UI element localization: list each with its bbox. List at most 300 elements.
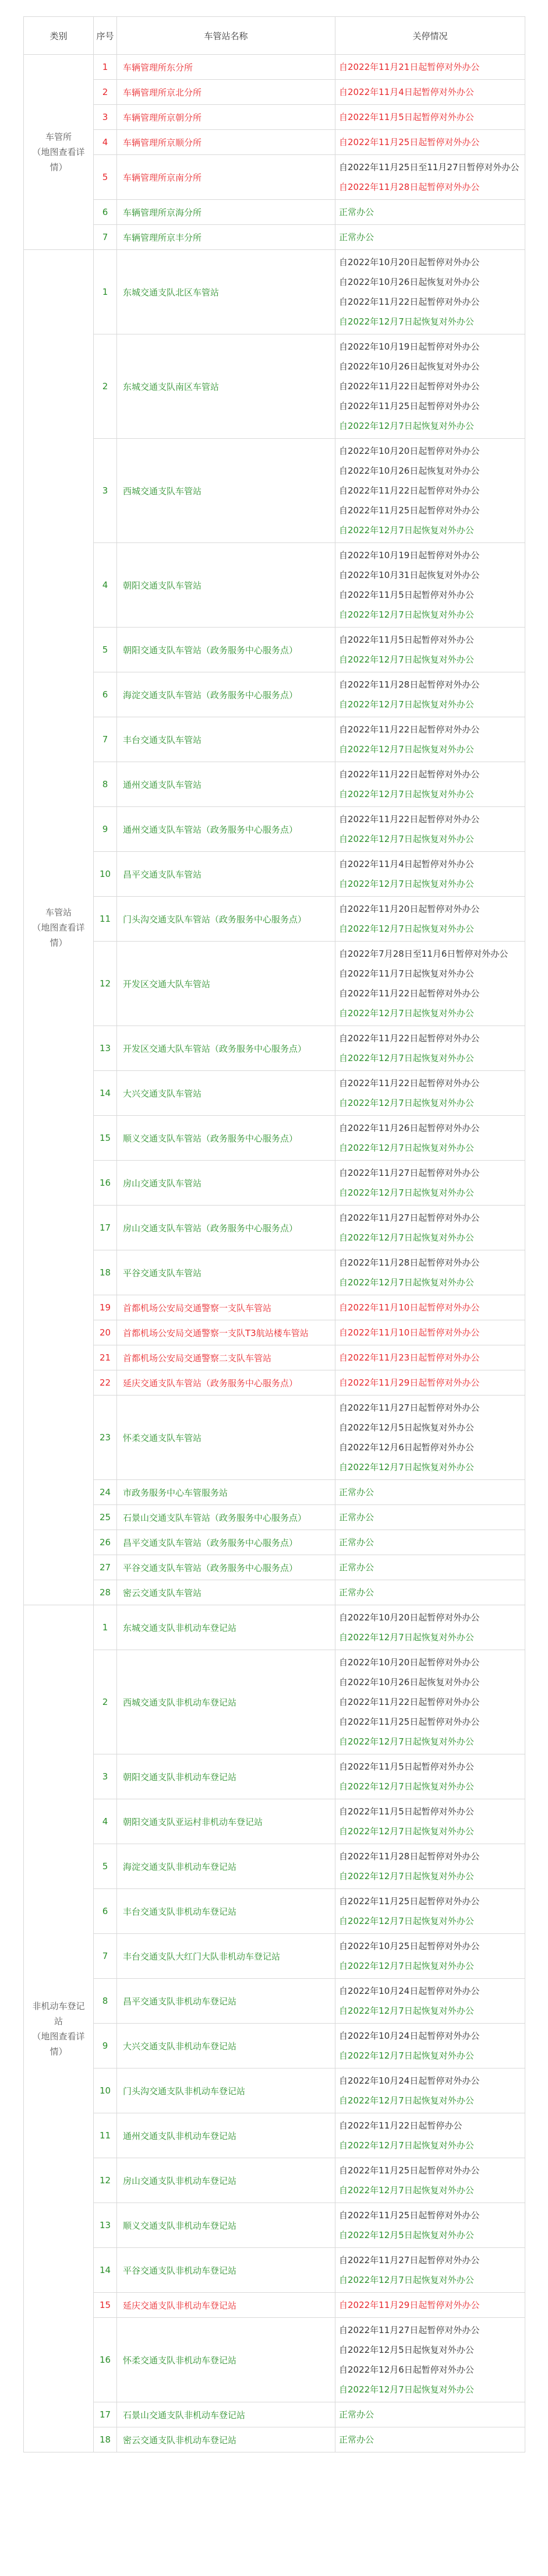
row-number: 18 xyxy=(94,1250,117,1295)
table-row xyxy=(24,439,525,543)
row-number: 13 xyxy=(94,2203,117,2248)
table-row xyxy=(24,1320,525,1345)
status-line: 自2022年12月7日起恢复对外办公 xyxy=(339,2185,474,2196)
table-row xyxy=(24,2248,525,2293)
table-row xyxy=(24,543,525,628)
station-name[interactable]: 石景山交通支队车管站（政务服务中心服务点） xyxy=(117,1505,335,1530)
status-line: 自2022年12月7日起恢复对外办公 xyxy=(339,316,474,327)
closure-status-cell xyxy=(335,1754,525,1799)
status-line: 自2022年11月22日起暂停对外办公 xyxy=(339,1033,480,1044)
row-number: 3 xyxy=(94,439,117,543)
row-number: 3 xyxy=(94,1754,117,1799)
closure-status-cell xyxy=(335,1250,525,1295)
status-line: 正常办公 xyxy=(339,207,374,217)
status-line: 正常办公 xyxy=(339,1587,374,1598)
station-name[interactable]: 怀柔交通支队非机动车登记站 xyxy=(117,2318,335,2402)
station-name[interactable]: 昌平交通支队车管站 xyxy=(117,852,335,897)
station-name[interactable]: 房山交通支队车管站（政务服务中心服务点） xyxy=(117,1206,335,1250)
closure-status-cell xyxy=(335,543,525,628)
status-line: 自2022年11月22日起暂停对外办公 xyxy=(339,814,480,824)
row-number: 11 xyxy=(94,2113,117,2158)
row-number: 24 xyxy=(94,1480,117,1505)
row-number: 20 xyxy=(94,1320,117,1345)
closure-status-cell xyxy=(335,2293,525,2318)
station-name[interactable]: 朝阳交通支队车管站 xyxy=(117,543,335,628)
station-name[interactable]: 平谷交通支队非机动车登记站 xyxy=(117,2248,335,2293)
station-name[interactable]: 车辆管理所东分所 xyxy=(117,55,335,80)
closure-status-cell xyxy=(335,1844,525,1889)
closure-status-cell xyxy=(335,672,525,717)
status-line: 自2022年12月7日起恢复对外办公 xyxy=(339,654,474,665)
table-row xyxy=(24,1650,525,1754)
table-row xyxy=(24,80,525,105)
station-name[interactable]: 东城交通支队南区车管站 xyxy=(117,334,335,439)
status-line: 自2022年11月22日起暂停对外办公 xyxy=(339,297,480,307)
category-cell xyxy=(24,55,94,250)
closure-status-cell xyxy=(335,1979,525,2024)
table-row xyxy=(24,897,525,942)
station-name[interactable]: 海淀交通支队非机动车登记站 xyxy=(117,1844,335,1889)
status-line: 自2022年12月7日起恢复对外办公 xyxy=(339,1462,474,1472)
station-name[interactable]: 通州交通支队车管站（政务服务中心服务点） xyxy=(117,807,335,852)
status-line: 自2022年11月5日起暂停对外办公 xyxy=(339,1761,474,1772)
row-number: 28 xyxy=(94,1580,117,1605)
closure-status-cell xyxy=(335,1555,525,1580)
status-line: 自2022年11月5日起暂停对外办公 xyxy=(339,590,474,600)
table-row xyxy=(24,105,525,130)
station-name[interactable]: 延庆交通支队非机动车登记站 xyxy=(117,2293,335,2318)
status-line: 自2022年11月22日起暂停对外办公 xyxy=(339,724,480,735)
closure-status-cell xyxy=(335,2402,525,2427)
row-number: 3 xyxy=(94,105,117,130)
closure-status-cell xyxy=(335,2318,525,2402)
station-name[interactable]: 石景山交通支队非机动车登记站 xyxy=(117,2402,335,2427)
status-line: 自2022年11月25日至11月27日暂停对外办公 xyxy=(339,162,519,172)
station-name[interactable]: 房山交通支队非机动车登记站 xyxy=(117,2158,335,2203)
table-row xyxy=(24,2068,525,2113)
station-name[interactable]: 通州交通支队非机动车登记站 xyxy=(117,2113,335,2158)
status-line: 自2022年12月7日起恢复对外办公 xyxy=(339,2275,474,2285)
station-name[interactable]: 顺义交通支队非机动车登记站 xyxy=(117,2203,335,2248)
status-line: 自2022年12月7日起恢复对外办公 xyxy=(339,421,474,431)
status-line: 自2022年11月27日起暂停对外办公 xyxy=(339,2255,480,2265)
station-name[interactable]: 朝阳交通支队亚运村非机动车登记站 xyxy=(117,1799,335,1844)
table-row xyxy=(24,334,525,439)
station-name[interactable]: 怀柔交通支队车管站 xyxy=(117,1396,335,1480)
closure-status-cell xyxy=(335,105,525,130)
map-detail-note[interactable]: （地图查看详情） xyxy=(32,922,85,948)
status-line: 自2022年12月7日起恢复对外办公 xyxy=(339,1961,474,1971)
status-line: 自2022年12月7日起恢复对外办公 xyxy=(339,834,474,844)
closure-status-cell xyxy=(335,1605,525,1650)
table-row xyxy=(24,628,525,672)
closure-status-cell xyxy=(335,1370,525,1396)
row-number: 22 xyxy=(94,1370,117,1396)
station-name[interactable]: 开发区交通大队车管站 xyxy=(117,942,335,1026)
closure-status-cell xyxy=(335,897,525,942)
closure-status-cell xyxy=(335,1026,525,1071)
table-row xyxy=(24,942,525,1026)
station-name[interactable]: 东城交通支队北区车管站 xyxy=(117,250,335,334)
status-line: 自2022年10月19日起暂停对外办公 xyxy=(339,341,480,352)
station-name[interactable]: 海淀交通支队车管站（政务服务中心服务点） xyxy=(117,672,335,717)
status-line: 自2022年11月28日起暂停对外办公 xyxy=(339,1257,480,1268)
status-line: 自2022年10月19日起暂停对外办公 xyxy=(339,550,480,561)
closure-status-cell xyxy=(335,2113,525,2158)
table-row xyxy=(24,1026,525,1071)
status-line: 自2022年10月24日起暂停对外办公 xyxy=(339,2075,480,2086)
station-name[interactable]: 首都机场公安局交通警察一支队T3航站楼车管站 xyxy=(117,1320,335,1345)
station-name[interactable]: 开发区交通大队车管站（政务服务中心服务点） xyxy=(117,1026,335,1071)
status-line: 自2022年11月22日起暂停对外办公 xyxy=(339,485,480,496)
table-row xyxy=(24,1295,525,1320)
table-row xyxy=(24,1345,525,1370)
closure-status-cell xyxy=(335,2158,525,2203)
closure-status-cell xyxy=(335,1934,525,1979)
closure-status-cell xyxy=(335,1580,525,1605)
status-line: 自2022年10月26日起恢复对外办公 xyxy=(339,466,480,476)
table-row xyxy=(24,225,525,250)
status-line: 自2022年12月7日起恢复对外办公 xyxy=(339,1232,474,1243)
status-line: 自2022年12月7日起恢复对外办公 xyxy=(339,525,474,535)
status-line: 自2022年11月25日起暂停对外办公 xyxy=(339,1717,480,1727)
station-name[interactable]: 密云交通支队车管站 xyxy=(117,1580,335,1605)
closure-status-cell xyxy=(335,1161,525,1206)
row-number: 1 xyxy=(94,55,117,80)
closure-status-cell xyxy=(335,1480,525,1505)
status-line: 自2022年11月25日起暂停对外办公 xyxy=(339,137,480,147)
status-line: 自2022年10月26日起恢复对外办公 xyxy=(339,361,480,372)
status-line: 正常办公 xyxy=(339,2434,374,2445)
table-row xyxy=(24,1605,525,1650)
closure-status-cell xyxy=(335,130,525,155)
closure-status-cell xyxy=(335,807,525,852)
status-line: 正常办公 xyxy=(339,232,374,242)
row-number: 15 xyxy=(94,2293,117,2318)
closure-status-cell xyxy=(335,200,525,225)
row-number: 5 xyxy=(94,628,117,672)
station-name[interactable]: 昌平交通支队车管站（政务服务中心服务点） xyxy=(117,1530,335,1555)
table-row xyxy=(24,807,525,852)
closure-status-cell xyxy=(335,2024,525,2068)
row-number: 6 xyxy=(94,200,117,225)
closure-table xyxy=(23,16,525,2452)
table-row xyxy=(24,1580,525,1605)
header-category: 类别 xyxy=(24,17,94,55)
status-line: 自2022年12月7日起恢复对外办公 xyxy=(339,1736,474,1747)
table-row xyxy=(24,200,525,225)
closure-status-cell xyxy=(335,1889,525,1934)
status-line: 自2022年12月5日起恢复对外办公 xyxy=(339,2230,474,2240)
closure-status-cell xyxy=(335,334,525,439)
station-name[interactable]: 车辆管理所京朝分所 xyxy=(117,105,335,130)
map-detail-note[interactable]: （地图查看详情） xyxy=(32,147,85,172)
row-number: 7 xyxy=(94,225,117,250)
category-cell xyxy=(24,1605,94,2452)
station-name[interactable]: 平谷交通支队车管站（政务服务中心服务点） xyxy=(117,1555,335,1580)
status-line: 自2022年12月7日起恢复对外办公 xyxy=(339,744,474,755)
station-name[interactable]: 丰台交通支队大红门大队非机动车登记站 xyxy=(117,1934,335,1979)
closure-status-cell xyxy=(335,1530,525,1555)
row-number: 4 xyxy=(94,1799,117,1844)
station-name[interactable]: 丰台交通支队车管站 xyxy=(117,717,335,762)
row-number: 9 xyxy=(94,807,117,852)
row-number: 4 xyxy=(94,130,117,155)
row-number: 16 xyxy=(94,2318,117,2402)
closure-status-cell xyxy=(335,225,525,250)
row-number: 18 xyxy=(94,2427,117,2452)
table-body xyxy=(24,55,525,2452)
closure-status-cell xyxy=(335,852,525,897)
row-number: 19 xyxy=(94,1295,117,1320)
row-number: 14 xyxy=(94,2248,117,2293)
status-line: 自2022年11月5日起暂停对外办公 xyxy=(339,1806,474,1817)
station-name[interactable]: 大兴交通支队车管站 xyxy=(117,1071,335,1116)
closure-status-cell xyxy=(335,2248,525,2293)
row-number: 8 xyxy=(94,1979,117,2024)
station-name[interactable]: 车辆管理所京海分所 xyxy=(117,200,335,225)
row-number: 12 xyxy=(94,942,117,1026)
status-line: 自2022年11月7日起恢复对外办公 xyxy=(339,968,474,979)
table-row xyxy=(24,1116,525,1161)
closure-status-cell xyxy=(335,155,525,200)
station-name[interactable]: 大兴交通支队非机动车登记站 xyxy=(117,2024,335,2068)
status-line: 自2022年11月25日起暂停对外办公 xyxy=(339,505,480,516)
category-title: 非机动车登记站 xyxy=(32,2000,85,2027)
status-line: 自2022年10月20日起暂停对外办公 xyxy=(339,1612,480,1623)
table-row xyxy=(24,2402,525,2427)
status-line: 自2022年11月22日起暂停对外办公 xyxy=(339,1697,480,1707)
table-row xyxy=(24,1754,525,1799)
station-name[interactable]: 车辆管理所京南分所 xyxy=(117,155,335,200)
row-number: 5 xyxy=(94,1844,117,1889)
status-line: 自2022年11月22日起暂停对外办公 xyxy=(339,988,480,999)
row-number: 2 xyxy=(94,334,117,439)
table-row xyxy=(24,1071,525,1116)
status-line: 自2022年12月7日起恢复对外办公 xyxy=(339,1008,474,1019)
table-row xyxy=(24,1530,525,1555)
status-line: 自2022年11月22日起暂停对外办公 xyxy=(339,1078,480,1088)
closure-status-cell xyxy=(335,942,525,1026)
station-name[interactable]: 车辆管理所京北分所 xyxy=(117,80,335,105)
row-number: 25 xyxy=(94,1505,117,1530)
table-row xyxy=(24,1889,525,1934)
station-name[interactable]: 西城交通支队非机动车登记站 xyxy=(117,1650,335,1754)
station-name[interactable]: 朝阳交通支队车管站（政务服务中心服务点） xyxy=(117,628,335,672)
status-line: 自2022年12月7日起恢复对外办公 xyxy=(339,1143,474,1153)
status-line: 自2022年12月7日起恢复对外办公 xyxy=(339,1632,474,1643)
status-line: 自2022年10月24日起暂停对外办公 xyxy=(339,1986,480,1996)
status-line: 自2022年11月27日起暂停对外办公 xyxy=(339,1402,480,1413)
status-line: 自2022年11月25日起暂停对外办公 xyxy=(339,2210,480,2221)
closure-status-cell xyxy=(335,250,525,334)
closure-status-cell xyxy=(335,439,525,543)
table-row xyxy=(24,1934,525,1979)
closure-status-cell xyxy=(335,762,525,807)
row-number: 1 xyxy=(94,1605,117,1650)
status-line: 自2022年7月28日至11月6日暂停对外办公 xyxy=(339,949,508,959)
station-name[interactable]: 门头沟交通支队车管站（政务服务中心服务点） xyxy=(117,897,335,942)
row-number: 2 xyxy=(94,80,117,105)
table-row xyxy=(24,2203,525,2248)
table-row xyxy=(24,2024,525,2068)
table-row xyxy=(24,762,525,807)
table-row xyxy=(24,717,525,762)
status-line: 自2022年11月27日起暂停对外办公 xyxy=(339,1213,480,1223)
status-line: 自2022年11月22日起暂停对外办公 xyxy=(339,381,480,392)
status-line: 自2022年12月7日起恢复对外办公 xyxy=(339,1916,474,1926)
category-title: 车管所 xyxy=(45,132,72,142)
closure-status-cell xyxy=(335,1071,525,1116)
row-number: 17 xyxy=(94,2402,117,2427)
status-line: 自2022年12月7日起恢复对外办公 xyxy=(339,1098,474,1108)
table-row xyxy=(24,672,525,717)
station-name[interactable]: 西城交通支队车管站 xyxy=(117,439,335,543)
row-number: 6 xyxy=(94,672,117,717)
status-line: 自2022年11月27日起暂停对外办公 xyxy=(339,2325,480,2335)
table-row xyxy=(24,1799,525,1844)
status-line: 自2022年11月20日起暂停对外办公 xyxy=(339,904,480,914)
row-number: 17 xyxy=(94,1206,117,1250)
status-line: 自2022年12月7日起恢复对外办公 xyxy=(339,1826,474,1837)
status-line: 自2022年12月7日起恢复对外办公 xyxy=(339,2050,474,2061)
row-number: 8 xyxy=(94,762,117,807)
status-line: 自2022年11月10日起暂停对外办公 xyxy=(339,1327,480,1338)
closure-status-cell xyxy=(335,717,525,762)
station-name[interactable]: 车辆管理所京丰分所 xyxy=(117,225,335,250)
row-number: 16 xyxy=(94,1161,117,1206)
table-header-row xyxy=(24,17,525,55)
table-row xyxy=(24,1979,525,2024)
table-row xyxy=(24,852,525,897)
status-line: 自2022年12月7日起恢复对外办公 xyxy=(339,699,474,710)
status-line: 自2022年12月7日起恢复对外办公 xyxy=(339,2140,474,2151)
status-line: 正常办公 xyxy=(339,1512,374,1523)
closure-status-cell xyxy=(335,1206,525,1250)
status-line: 自2022年12月7日起恢复对外办公 xyxy=(339,609,474,620)
status-line: 自2022年12月7日起恢复对外办公 xyxy=(339,1277,474,1288)
station-name[interactable]: 密云交通支队非机动车登记站 xyxy=(117,2427,335,2452)
row-number: 15 xyxy=(94,1116,117,1161)
status-line: 自2022年12月5日起恢复对外办公 xyxy=(339,2345,474,2355)
row-number: 5 xyxy=(94,155,117,200)
closure-status-cell xyxy=(335,1116,525,1161)
status-line: 自2022年12月7日起恢复对外办公 xyxy=(339,924,474,934)
row-number: 4 xyxy=(94,543,117,628)
status-line: 自2022年11月28日起暂停对外办公 xyxy=(339,679,480,690)
status-line: 自2022年10月20日起暂停对外办公 xyxy=(339,257,480,267)
header-closure-status: 关停情况 xyxy=(335,17,525,55)
closure-status-cell xyxy=(335,2203,525,2248)
status-line: 自2022年11月29日起暂停对外办公 xyxy=(339,2300,480,2310)
table-row xyxy=(24,1480,525,1505)
status-line: 自2022年12月6日起暂停对外办公 xyxy=(339,2364,474,2375)
table-row xyxy=(24,1505,525,1530)
map-detail-note[interactable]: （地图查看详情） xyxy=(32,2031,85,2057)
status-line: 自2022年12月6日起暂停对外办公 xyxy=(339,1442,474,1453)
status-line: 自2022年12月7日起恢复对外办公 xyxy=(339,879,474,889)
status-line: 自2022年11月4日起暂停对外办公 xyxy=(339,859,474,869)
status-line: 自2022年12月5日起恢复对外办公 xyxy=(339,1422,474,1433)
status-line: 自2022年11月25日起暂停对外办公 xyxy=(339,401,480,411)
row-number: 13 xyxy=(94,1026,117,1071)
station-name[interactable]: 丰台交通支队非机动车登记站 xyxy=(117,1889,335,1934)
station-name[interactable]: 昌平交通支队非机动车登记站 xyxy=(117,1979,335,2024)
table-row xyxy=(24,2293,525,2318)
table-row xyxy=(24,1370,525,1396)
row-number: 7 xyxy=(94,717,117,762)
status-line: 自2022年12月7日起恢复对外办公 xyxy=(339,1187,474,1198)
station-name[interactable]: 延庆交通支队车管站（政务服务中心服务点） xyxy=(117,1370,335,1396)
station-name[interactable]: 门头沟交通支队非机动车登记站 xyxy=(117,2068,335,2113)
row-number: 7 xyxy=(94,1934,117,1979)
status-line: 自2022年11月5日起暂停对外办公 xyxy=(339,112,474,122)
row-number: 1 xyxy=(94,250,117,334)
station-name[interactable]: 车辆管理所京顺分所 xyxy=(117,130,335,155)
status-line: 自2022年11月28日起暂停对外办公 xyxy=(339,1851,480,1862)
closure-status-cell xyxy=(335,2068,525,2113)
row-number: 10 xyxy=(94,2068,117,2113)
status-line: 自2022年12月7日起恢复对外办公 xyxy=(339,789,474,799)
station-name[interactable]: 房山交通支队车管站 xyxy=(117,1161,335,1206)
status-line: 自2022年12月7日起恢复对外办公 xyxy=(339,1781,474,1792)
row-number: 26 xyxy=(94,1530,117,1555)
status-line: 自2022年10月25日起暂停对外办公 xyxy=(339,1941,480,1951)
station-name[interactable]: 首都机场公安局交通警察一支队车管站 xyxy=(117,1295,335,1320)
row-number: 27 xyxy=(94,1555,117,1580)
status-line: 自2022年10月26日起恢复对外办公 xyxy=(339,1677,480,1687)
table-row xyxy=(24,1844,525,1889)
status-line: 自2022年12月7日起恢复对外办公 xyxy=(339,1871,474,1881)
station-name[interactable]: 东城交通支队非机动车登记站 xyxy=(117,1605,335,1650)
header-number: 序号 xyxy=(94,17,117,55)
status-line: 自2022年11月25日起暂停对外办公 xyxy=(339,2165,480,2176)
closure-status-cell xyxy=(335,80,525,105)
row-number: 9 xyxy=(94,2024,117,2068)
table-row xyxy=(24,2113,525,2158)
status-line: 正常办公 xyxy=(339,1537,374,1548)
row-number: 21 xyxy=(94,1345,117,1370)
closure-status-cell xyxy=(335,1505,525,1530)
station-name[interactable]: 首都机场公安局交通警察二支队车管站 xyxy=(117,1345,335,1370)
status-line: 自2022年11月4日起暂停对外办公 xyxy=(339,87,474,97)
row-number: 6 xyxy=(94,1889,117,1934)
row-number: 11 xyxy=(94,897,117,942)
row-number: 10 xyxy=(94,852,117,897)
station-name[interactable]: 通州交通支队车管站 xyxy=(117,762,335,807)
station-name[interactable]: 顺义交通支队车管站（政务服务中心服务点） xyxy=(117,1116,335,1161)
row-number: 14 xyxy=(94,1071,117,1116)
status-line: 自2022年12月7日起恢复对外办公 xyxy=(339,2095,474,2106)
row-number: 23 xyxy=(94,1396,117,1480)
table-row xyxy=(24,1396,525,1480)
status-line: 自2022年11月26日起暂停对外办公 xyxy=(339,1123,480,1133)
table-row xyxy=(24,155,525,200)
status-line: 自2022年11月25日起暂停对外办公 xyxy=(339,1896,480,1907)
table-row xyxy=(24,2318,525,2402)
station-name[interactable]: 平谷交通支队车管站 xyxy=(117,1250,335,1295)
table-row xyxy=(24,2158,525,2203)
status-line: 自2022年10月24日起暂停对外办公 xyxy=(339,2031,480,2041)
closure-status-cell xyxy=(335,1650,525,1754)
status-line: 自2022年11月23日起暂停对外办公 xyxy=(339,1352,480,1363)
station-name[interactable]: 市政务服务中心车管服务站 xyxy=(117,1480,335,1505)
status-line: 自2022年11月10日起暂停对外办公 xyxy=(339,1302,480,1313)
table-row xyxy=(24,55,525,80)
row-number: 12 xyxy=(94,2158,117,2203)
closure-status-cell xyxy=(335,1320,525,1345)
station-name[interactable]: 朝阳交通支队非机动车登记站 xyxy=(117,1754,335,1799)
